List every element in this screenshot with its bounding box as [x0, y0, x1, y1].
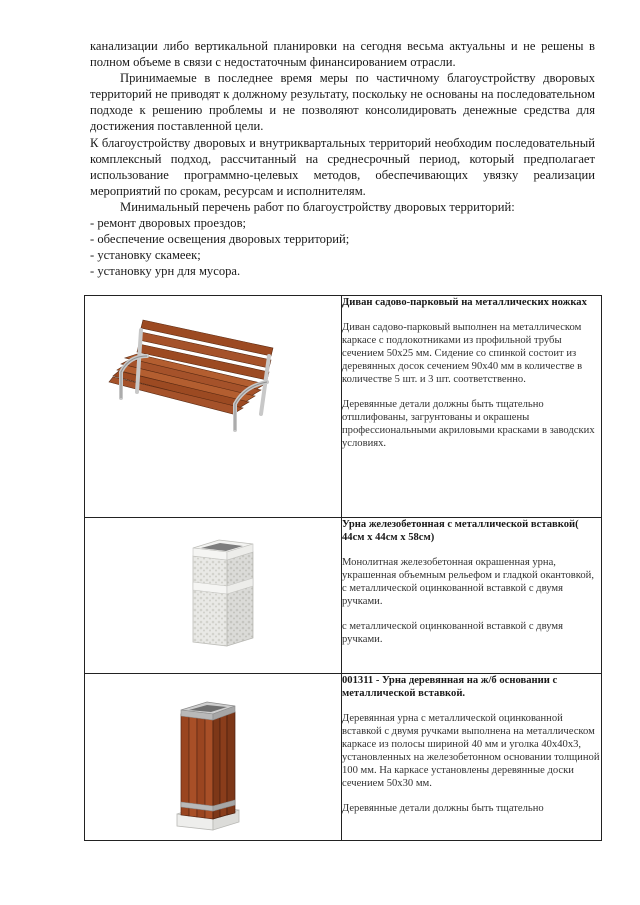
product-description: Монолитная железобетонная окрашенная урна, украшенная объемным рельефом и гладкой окантовкой, с металлической оцинкованной вставкой с двумя ручками. — [342, 557, 594, 607]
list-item: - установку урн для мусора. — [90, 264, 241, 279]
product-description: Диван садово-парковый выполнен на металлическом каркасе с подлокотниками из профильной трубы сечением 50х25 мм. Сидение со спинкой состоит из деревянных досок сечением 90х40 мм в количестве в количестве 5 шт. и 3 шт. соответственно. — [342, 322, 583, 385]
paragraph: канализации либо вертикальной планировки на сегодня весьма актуальны и не решены в полном объеме в связи с недостаточным финансированием отрасли. — [90, 39, 595, 70]
table-row — [85, 518, 602, 674]
list-item: - ремонт дворовых проездов; — [90, 216, 247, 231]
product-description-cell — [342, 518, 602, 674]
body-text — [90, 38, 595, 279]
product-description: Деревянная урна с металлической оцинкованной вставкой с двумя ручками выполнена на металлическом каркасе из полосы шириной 40 мм и уголка 40х40х3, установленных на железобетонном основании толщиной 100 мм. На каркасе установлены деревянные доски сечением 50х30 мм. — [342, 713, 600, 789]
product-name: Диван садово-парковый на металлических ножках — [342, 297, 587, 308]
concrete-urn-icon — [85, 518, 341, 673]
product-name: Урна железобетонная с металлической вставкой( 44см х 44см х 58см) — [342, 519, 579, 543]
paragraph: Минимальный перечень работ по благоустройству дворовых территорий: — [120, 199, 515, 214]
product-image-cell — [85, 518, 342, 674]
list-item: - установку скамеек; — [90, 248, 201, 263]
products-table — [84, 295, 602, 841]
product-name: 001311 - Урна деревянная на ж/б основании с металлической вставкой. — [342, 675, 558, 699]
list-item: - обеспечение освещения дворовых территорий; — [90, 232, 350, 247]
product-description-cell — [342, 296, 602, 518]
park-bench-icon — [85, 296, 341, 446]
product-image-cell — [85, 674, 342, 841]
product-description: Деревянные детали должны быть тщательно — [342, 803, 544, 814]
product-image-cell — [85, 296, 342, 518]
table-row — [85, 296, 602, 518]
product-description-cell — [342, 674, 602, 841]
product-description: с металлической оцинкованной вставкой с двумя ручками. — [342, 621, 563, 645]
paragraph: Принимаемые в последнее время меры по частичному благоустройству дворовых территорий не приводят к должному результату, поскольку не основаны на последовательном подходе к решению проблемы и не позволяют консолидировать денежные средства для достижения поставленной цели. — [90, 71, 595, 134]
paragraph: К благоустройству дворовых и внутриквартальных территорий необходим последовательный комплексный подход, рассчитанный на среднесрочный период, который предполагает использование программно-целевых методов, обеспечивающих увязку реализации мероприятий по срокам, ресурсам и исполнителям. — [90, 135, 595, 198]
product-description: Деревянные детали должны быть тщательно отшлифованы, загрунтованы и окрашены профессиональными акриловыми красками в заводских условиях. — [342, 399, 595, 449]
wooden-urn-icon — [85, 674, 341, 839]
table-row — [85, 674, 602, 841]
